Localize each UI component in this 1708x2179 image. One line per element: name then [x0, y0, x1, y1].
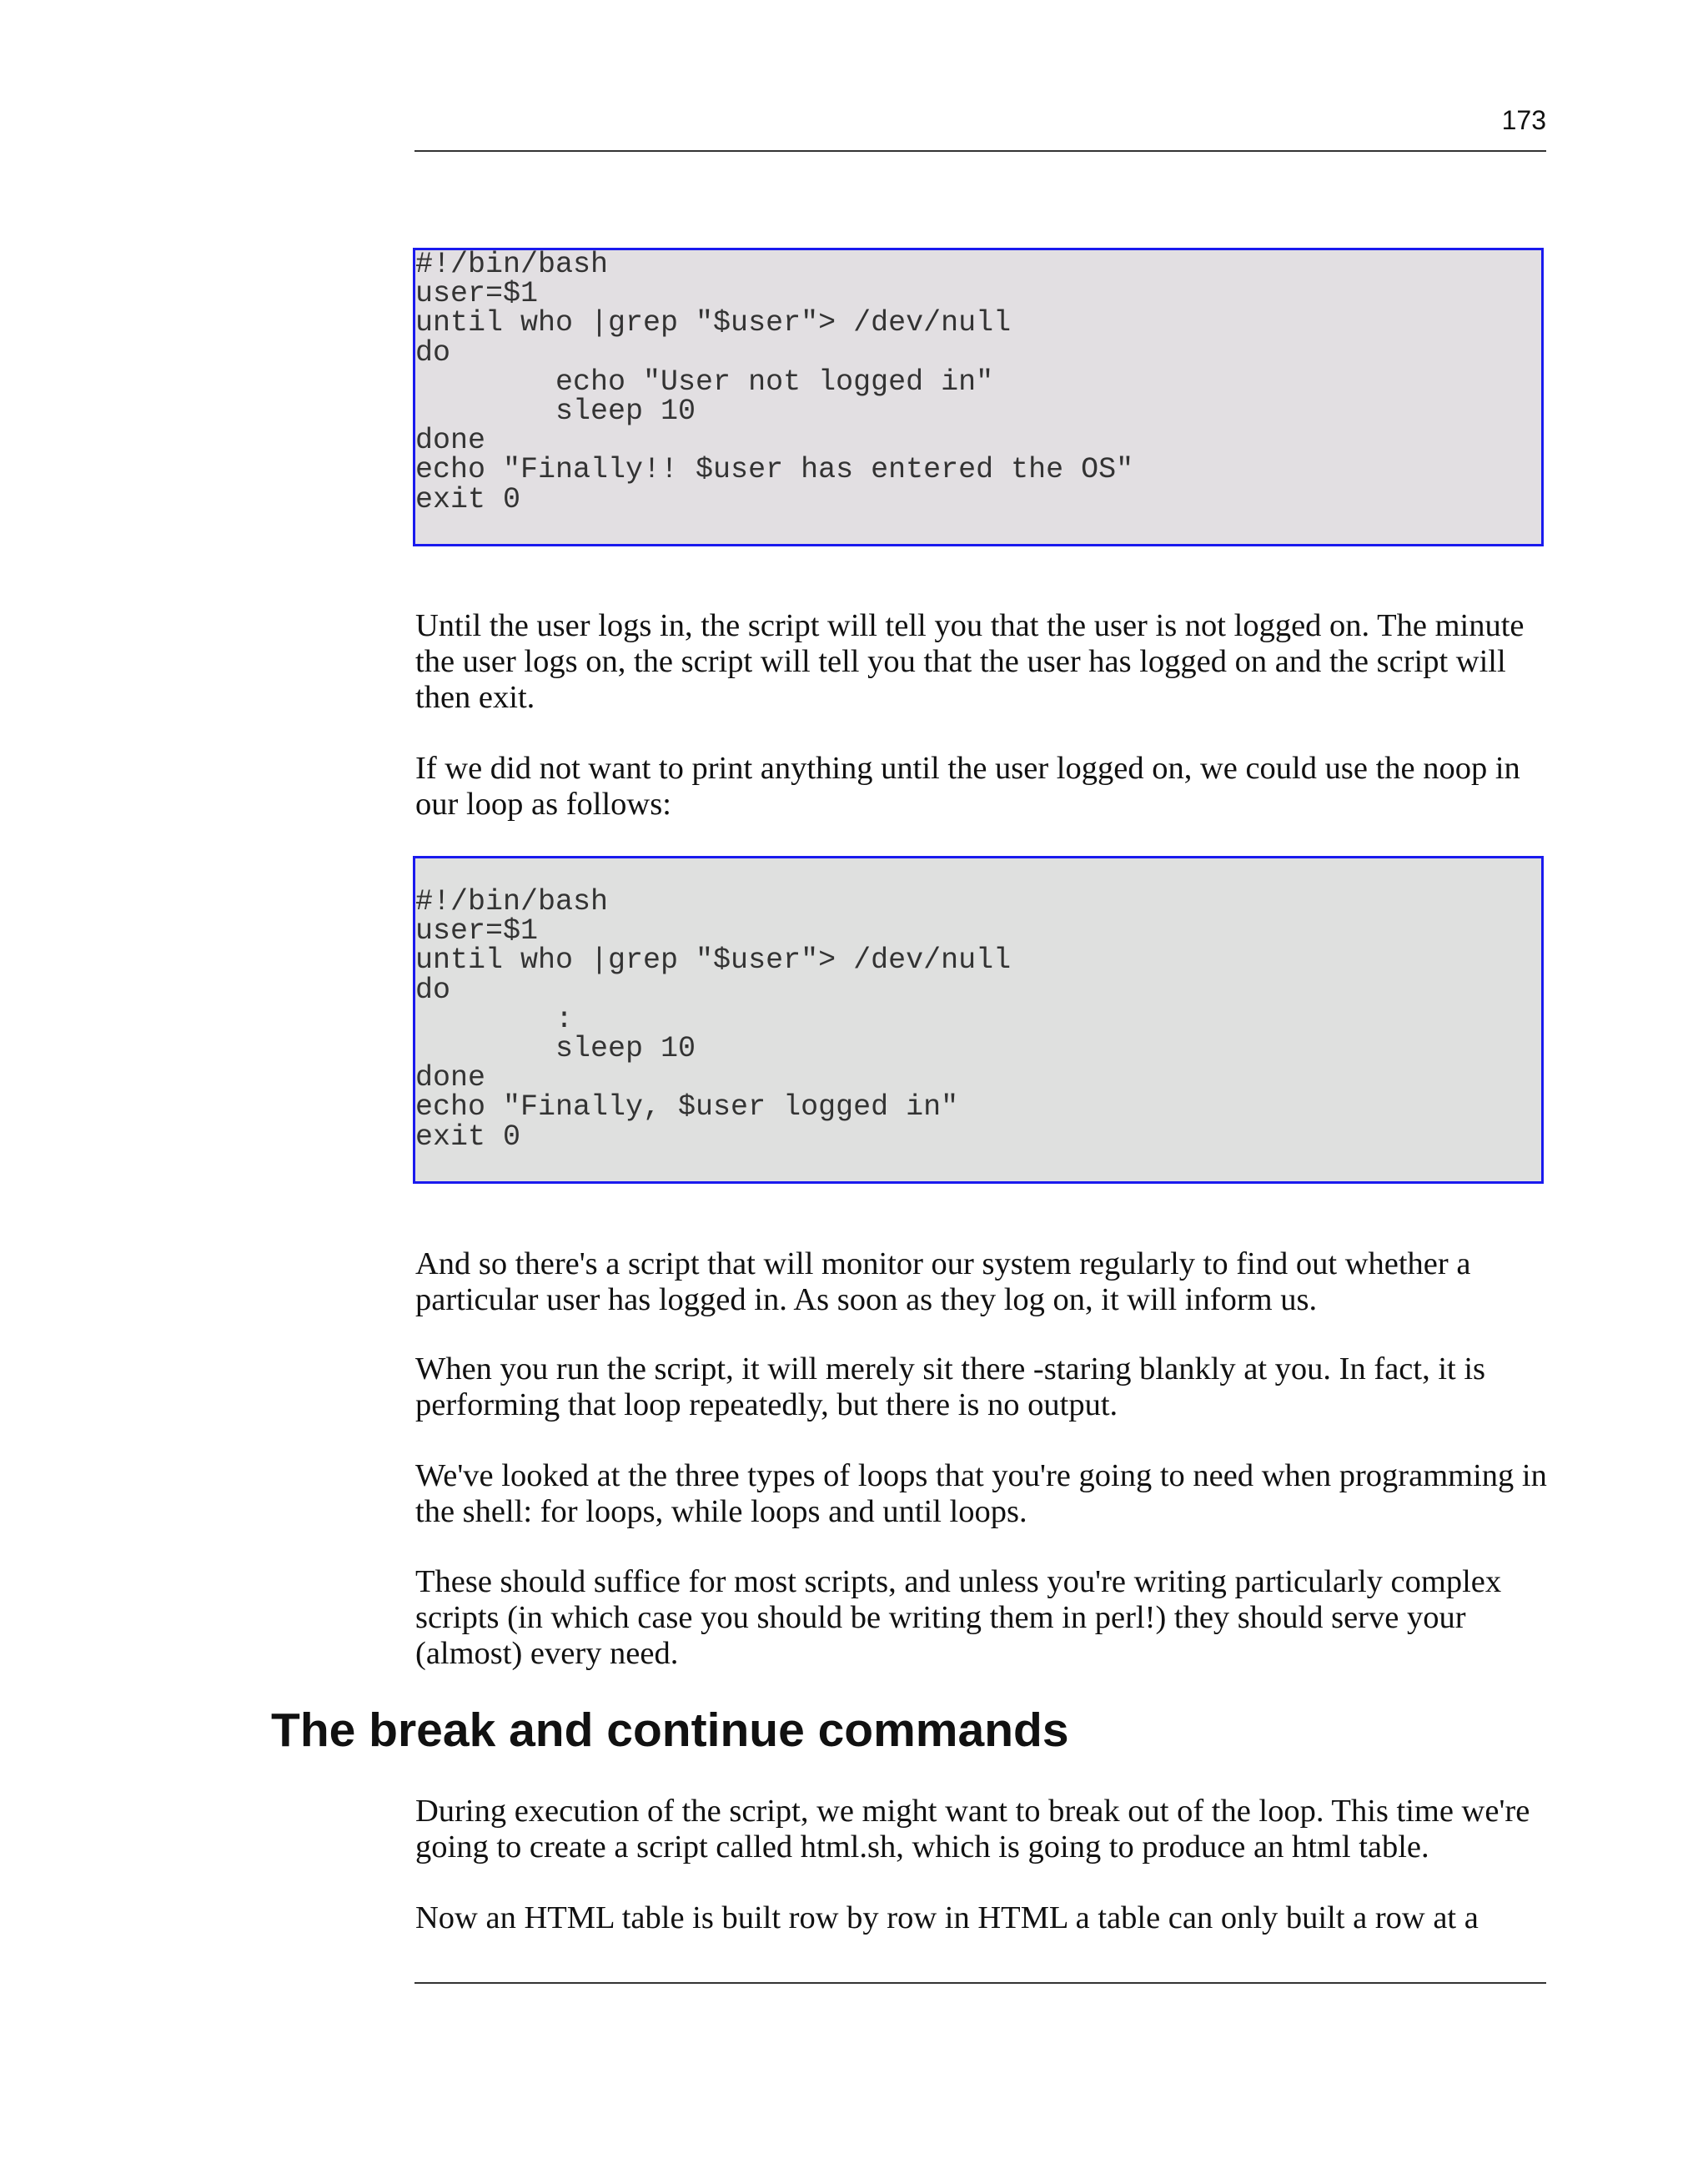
paragraph: We've looked at the three types of loops that you're going to need when programming in the shell: for loops, while loops and until loops.	[415, 1458, 1547, 1529]
code-block-until-noop	[413, 856, 1544, 1184]
paragraph: During execution of the script, we might want to break out of the loop. This time we're going to create a script called html.sh, which is going to produce an html table.	[415, 1794, 1530, 1864]
page-number: 173	[1501, 105, 1546, 135]
paragraph: These should suffice for most scripts, and unless you're writing particularly complex scripts (in which case you should be writing them in perl!) they should serve your (almost) every need.	[415, 1564, 1502, 1671]
section-heading: The break and continue commands	[271, 1703, 1069, 1757]
paragraph: And so there's a script that will monitor our system regularly to find out whether a particular user has logged in. As soon as they log on, it will inform us.	[415, 1246, 1471, 1317]
paragraph: Until the user logs in, the script will tell you that the user is not logged on. The minute the user logs on, the script will tell you that the user has logged on and the script will then exit.	[415, 608, 1525, 715]
paragraph: Now an HTML table is built row by row in HTML a table can only built a row at a	[415, 1900, 1479, 1935]
paragraph: When you run the script, it will merely sit there -staring blankly at you. In fact, it is performing that loop repeatedly, but there is no output.	[415, 1351, 1486, 1422]
code-text: #!/bin/bash user=$1 until who |grep "$user"> /dev/null do echo "User not logged in" sleep 10 done echo "Finally!! $user has entered the OS" exit 0	[415, 248, 1134, 516]
header-rule	[414, 150, 1546, 152]
footer-rule	[414, 1982, 1546, 1984]
code-block-until-echo	[413, 248, 1544, 546]
code-text: #!/bin/bash user=$1 until who |grep "$user"> /dev/null do : sleep 10 done echo "Finally, $user logged in" exit 0	[415, 885, 1012, 1154]
paragraph: If we did not want to print anything until the user logged on, we could use the noop in our loop as follows:	[415, 751, 1520, 822]
